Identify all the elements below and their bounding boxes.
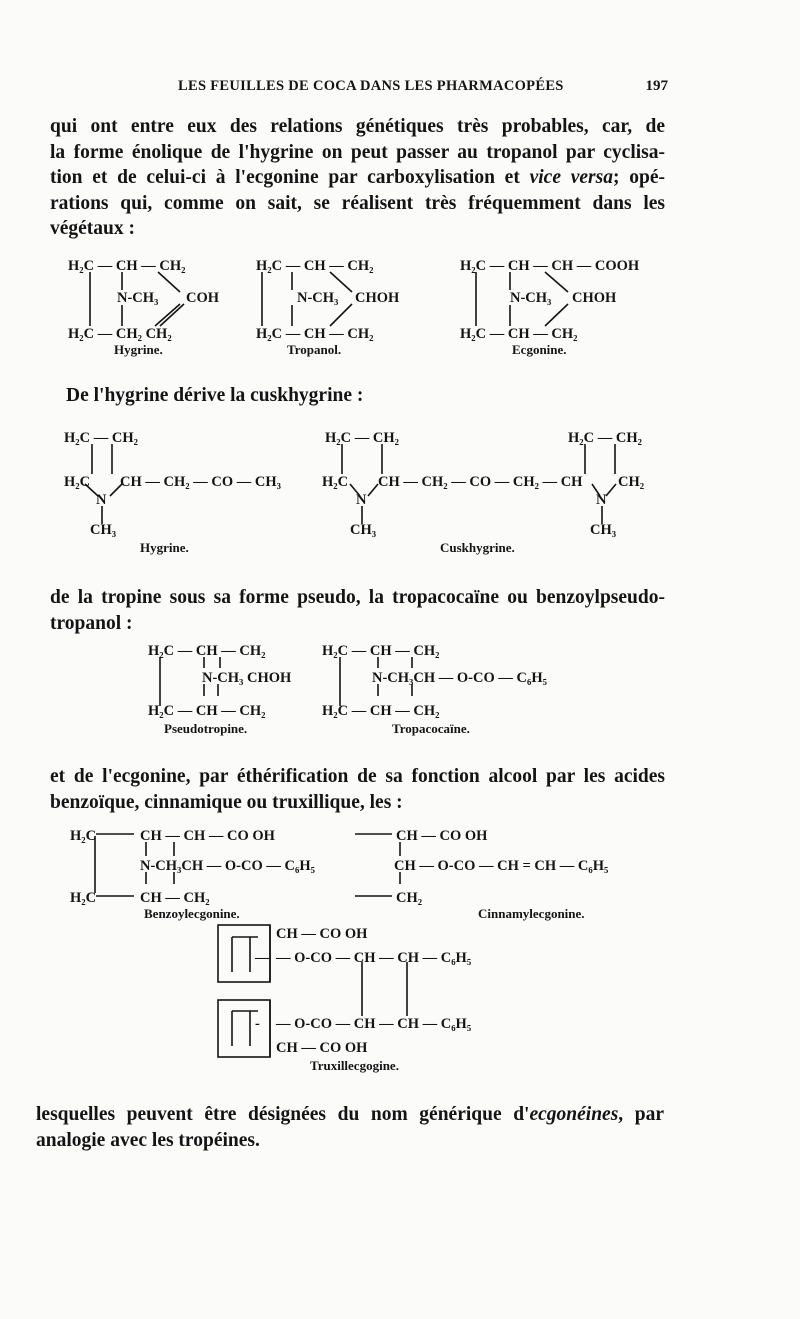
formula-text: H₂C — CH — CH₂ — [256, 258, 374, 274]
formula-text: N-CH₃ — [297, 290, 339, 306]
formula-text: CHOH — [355, 290, 400, 306]
text-line: la forme énolique de l'hygrine on peut passer au tropanol par cyclisa- — [50, 141, 665, 163]
formula-text: N — [96, 492, 107, 508]
text-line: qui ont entre eux des relations génétiques très probables, car, de — [50, 116, 665, 137]
formula-text: H₂C — CH — CH₂ — [256, 326, 374, 342]
text-line: benzoïque, cinnamique ou truxillique, les : — [50, 791, 403, 813]
formula-text: H₂C — CH — CH₂ — [460, 326, 578, 342]
bracket-dashes — [254, 950, 270, 1032]
text-line: de la tropine sous sa forme pseudo, la tropacocaïne ou benzoylpseudo- — [50, 587, 665, 608]
formula-text: N-CH₃ CHOH — [202, 670, 292, 686]
formula-text: CH — CH₂ — CO — CH₂ — CH — [378, 474, 583, 490]
formula-text: CH₃ — [350, 522, 377, 538]
formula-text: H₂C — CH — CH₂ — [68, 258, 186, 274]
text-run: lesquelles peuvent être désignées du nom générique d' — [36, 1104, 530, 1125]
formula-text: CH — CO OH — [276, 926, 368, 942]
formula-text: CH — CH₂ — CO — CH₃ — [120, 474, 281, 490]
formula-name: Cuskhygrine. — [440, 540, 515, 555]
formula-text: COH — [186, 290, 220, 306]
formula-text: H₂C — CH₂ — [568, 430, 642, 446]
formula-name: Benzoylecgonine. — [144, 906, 240, 921]
formula-text: N — [596, 492, 607, 508]
text-run: ; opé- — [613, 167, 665, 188]
formula-text: CH — CH₂ — [140, 890, 210, 906]
formula-text: H₂C — CH — CH₂ — [148, 703, 266, 719]
formula-name: Ecgonine. — [512, 342, 567, 357]
formula-text: CH — CO OH — [396, 828, 488, 844]
formula-text: CH₂ — [396, 890, 423, 906]
text-line: De l'hygrine dérive la cuskhygrine : — [66, 385, 364, 406]
page-number: 197 — [645, 78, 668, 94]
formula-name: Cinnamylecgonine. — [478, 906, 585, 921]
formula-text: N-CH₃CH — O-CO — C₆H₅ — [140, 858, 315, 874]
formula-text: H₂C — CH — CH — COOH — [460, 258, 640, 274]
formula-text: H₂C — CH₂ — [325, 430, 399, 446]
formula-text: — O-CO — CH — CH — C₆H₅ — [276, 950, 472, 966]
formula-text: CH — CH — CO OH — [140, 828, 275, 844]
formula-text: H₂C — [70, 890, 97, 906]
formula-text: N-CH₃ — [510, 290, 552, 306]
formula-text: CH₃ — [90, 522, 117, 538]
formula-text: H₂C — [322, 474, 349, 490]
formula-text: N-CH₃ — [117, 290, 159, 306]
formula-text: — O-CO — CH — CH — C₆H₅ — [276, 1016, 472, 1032]
formula-text: N-CH₃CH — O-CO — C₆H₅ — [372, 670, 547, 686]
formula-name: Pseudotropine. — [164, 721, 248, 736]
dash-mark: — — [255, 950, 270, 966]
formula-text: H₂C — CH₂ CH₂ — [68, 326, 172, 342]
formula-text: CH — CO OH — [276, 1040, 368, 1056]
formula-name: Tropacocaïne. — [392, 721, 470, 736]
dash-mark: - — [255, 1016, 260, 1032]
formula-name: Tropanol. — [287, 342, 342, 357]
formula-text: H₂C — [64, 474, 91, 490]
formula-name: Truxillecgogine. — [310, 1058, 399, 1073]
italic-phrase: vice versa — [529, 167, 613, 188]
text-line: et de l'ecgonine, par éthérification de sa fonction alcool par les acides — [50, 766, 665, 787]
formula-name: Hygrine. — [140, 540, 189, 555]
text-line: végétaux : — [50, 218, 136, 239]
formula-text: H₂C — [70, 828, 97, 844]
formula-text: CHOH — [572, 290, 617, 306]
formula-text: H₂C — CH — CH₂ — [322, 703, 440, 719]
formula-text: N — [356, 492, 367, 508]
formula-text: CH — O-CO — CH = CH — C₆H₅ — [394, 858, 609, 874]
formula-text: CH₂ — [618, 474, 645, 490]
text-line: analogie avec les tropéines. — [36, 1129, 260, 1151]
text-run: , par — [618, 1104, 665, 1125]
formula-name: Hygrine. — [114, 342, 163, 357]
italic-phrase: ecgonéines — [529, 1104, 619, 1125]
text-run: tion et de celui-ci à l'ecgonine par carboxylisation et — [50, 167, 520, 188]
formula-text: H₂C — CH — CH₂ — [148, 643, 266, 659]
text-line: tropanol : — [50, 612, 133, 634]
formula-text: H₂C — CH₂ — [64, 430, 138, 446]
formula-text: H₂C — CH — CH₂ — [322, 643, 440, 659]
text-line: rations qui, comme on sait, se réalisent très fréquemment dans les — [50, 192, 665, 214]
running-title: LES FEUILLES DE COCA DANS LES PHARMACOPÉES — [178, 78, 564, 94]
formula-text: CH₃ — [590, 522, 617, 538]
